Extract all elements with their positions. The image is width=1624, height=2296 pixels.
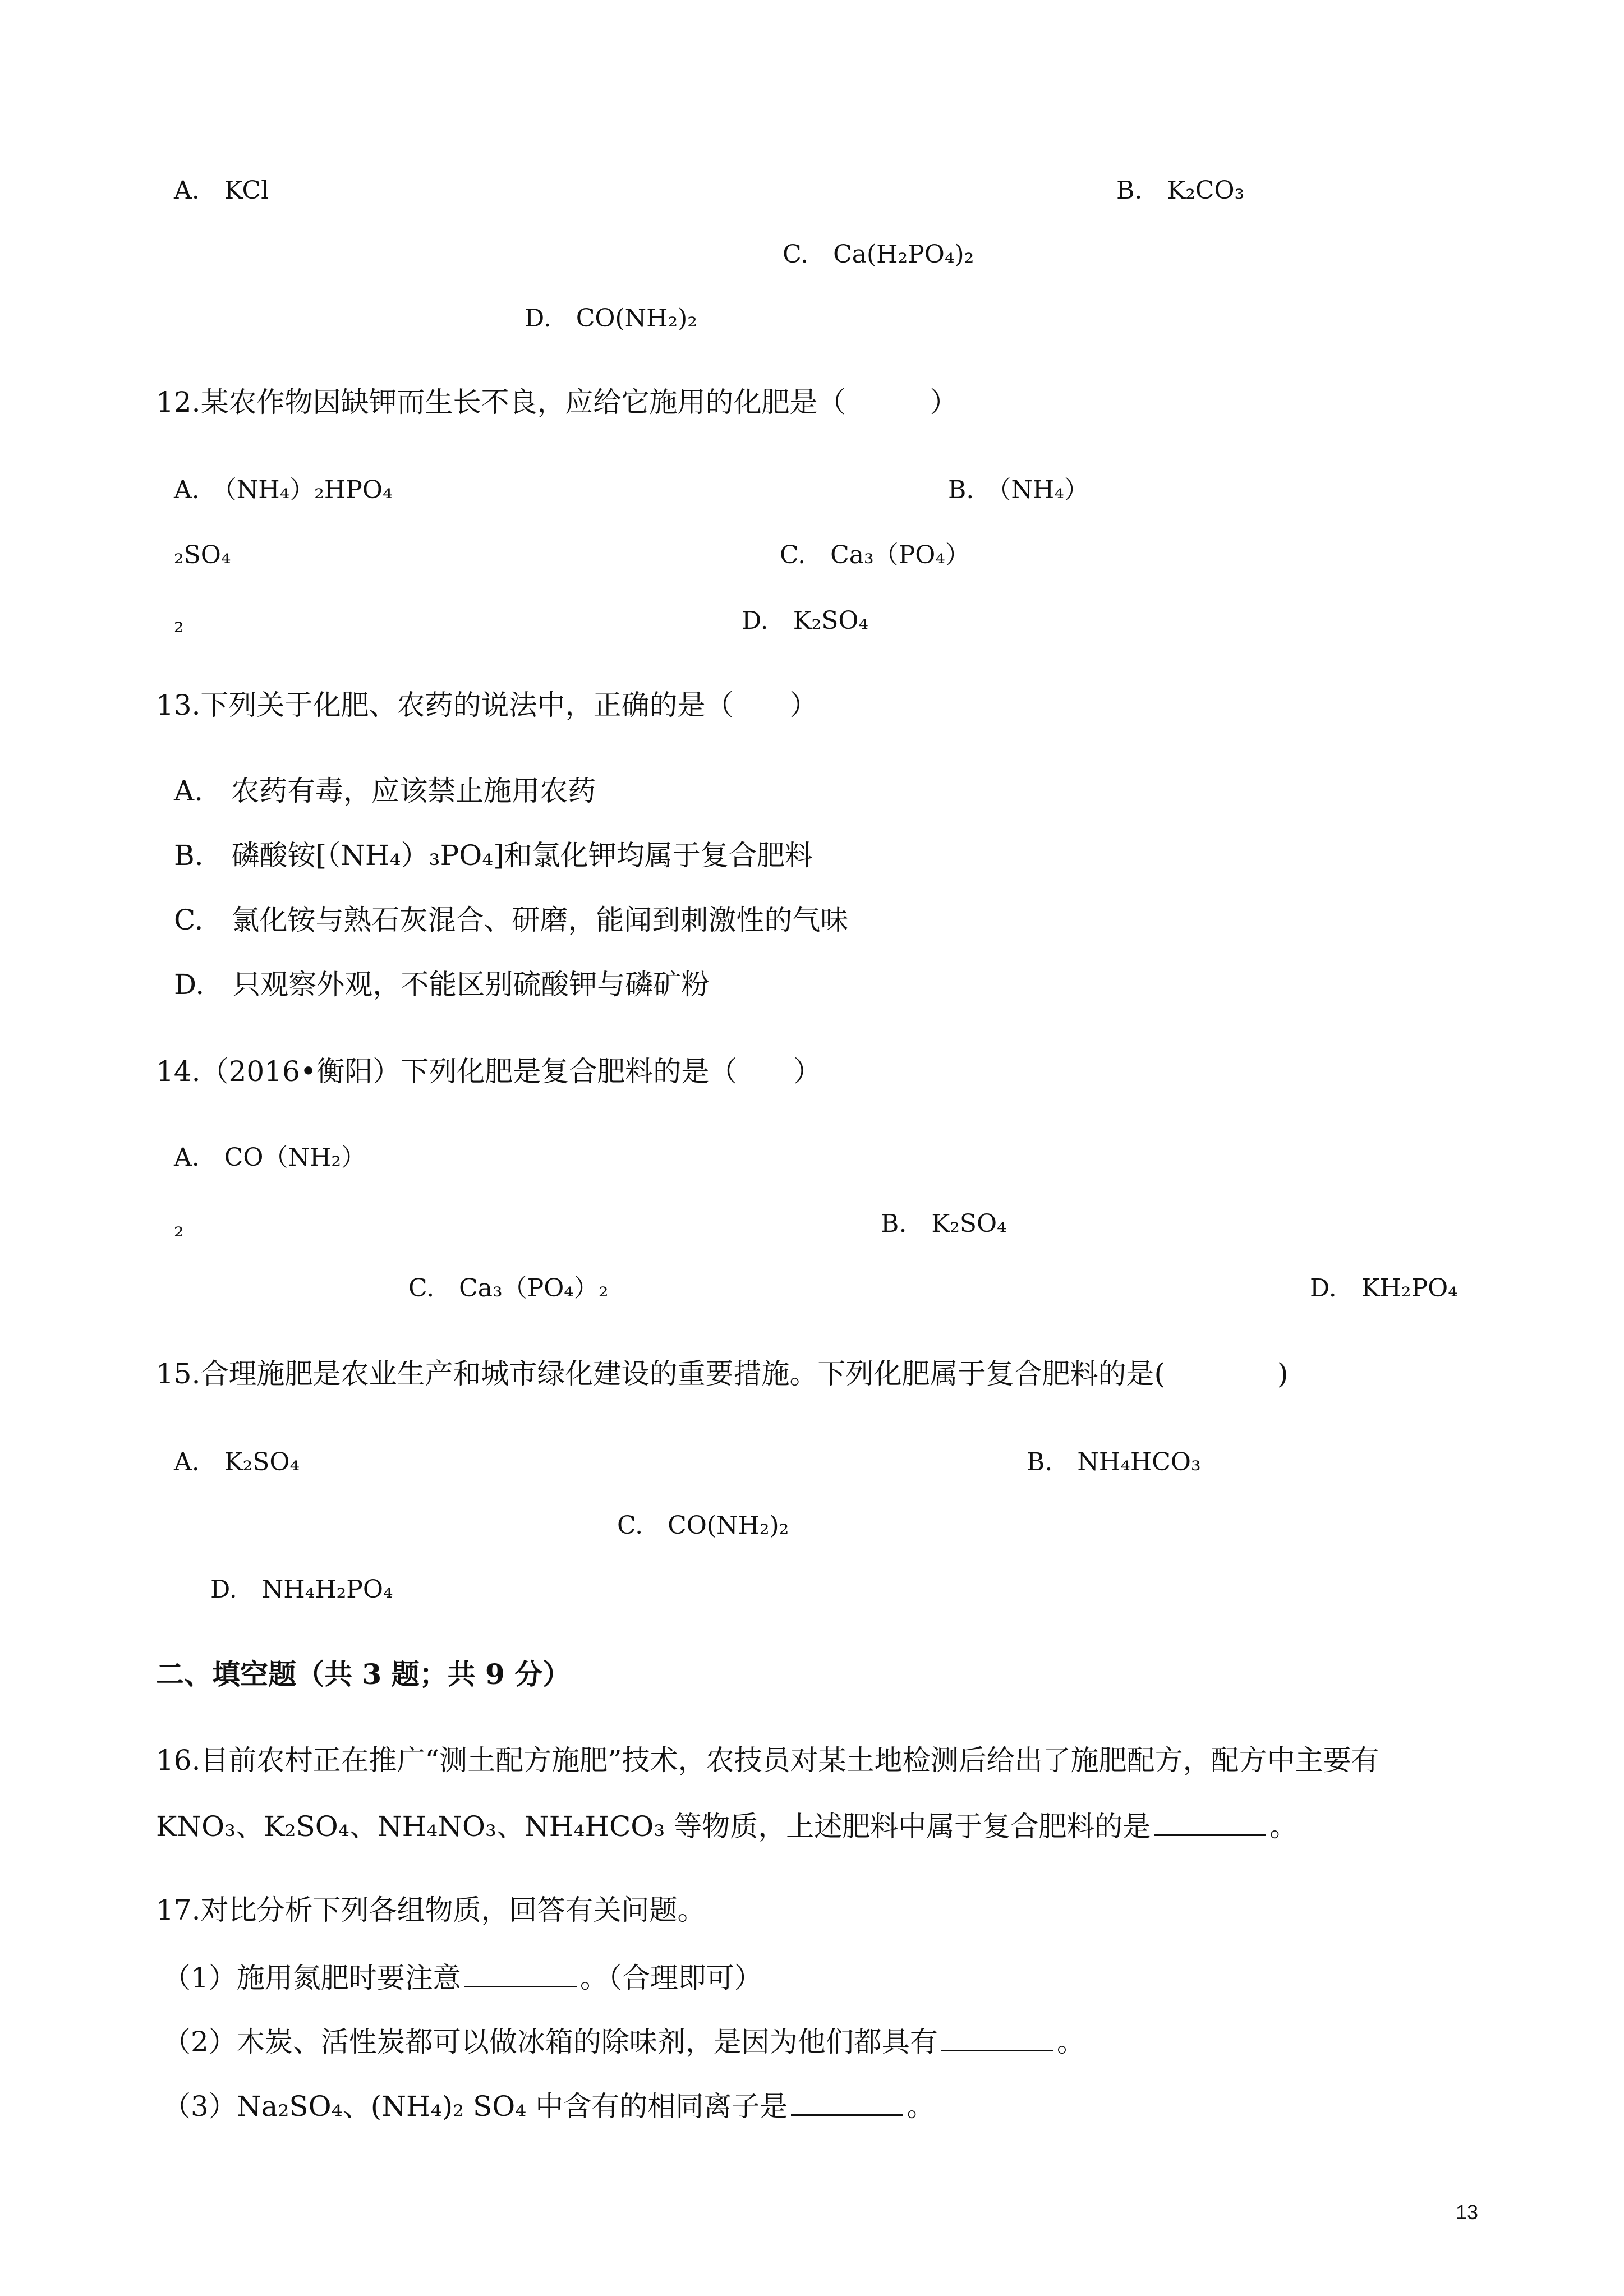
q12-option-c: C. Ca₃（PO₄）	[780, 541, 970, 569]
q12-option-c-continued: ₂	[174, 609, 184, 638]
q14-option-b: B. K₂SO₄	[881, 1209, 1007, 1238]
q16-line2	[156, 1810, 1298, 1841]
q12-option-b: B. （NH₄）	[948, 476, 1089, 504]
page-number: 13	[1456, 2201, 1479, 2224]
q12-stem: 12.某农作物因缺钾而生长不良，应给它施用的化肥是（ ）	[156, 386, 958, 418]
q13-option-d: D. 只观察外观，不能区别硫酸钾与磷矿粉	[174, 968, 710, 1001]
q17-part1-blank[interactable]	[464, 1961, 577, 1987]
q13-option-c: C. 氯化铵与熟石灰混合、研磨，能闻到刺激性的气味	[174, 904, 849, 936]
q11-option-c: C. Ca(H₂PO₄)₂	[783, 240, 974, 269]
q17-part2-end: 。	[1056, 2026, 1085, 2058]
q12-option-a: A. （NH₄）₂HPO₄	[174, 476, 393, 504]
q17-part2-text: （2）木炭、活性炭都可以做冰箱的除味剂，是因为他们都具有	[163, 2026, 938, 2058]
q11-option-a: A. KCl	[174, 176, 269, 205]
q16-answer-blank[interactable]	[1154, 1810, 1266, 1836]
q16-line2-text: KNO₃、K₂SO₄、NH₄NO₃、NH₄HCO₃ 等物质，上述肥料中属于复合肥料的是	[156, 1810, 1151, 1843]
section-title: 二、填空题（共 3 题；共 9 分）	[156, 1658, 571, 1691]
q17-part1-end: 。（合理即可）	[579, 1962, 762, 1994]
q13-stem: 13.下列关于化肥、农药的说法中，正确的是（ ）	[156, 689, 818, 721]
q16-line1: 16.目前农村正在推广“测土配方施肥”技术，农技员对某土地检测后给出了施肥配方，配方中主要有	[156, 1744, 1379, 1777]
q15-stem: 15.合理施肥是农业生产和城市绿化建设的重要措施。下列化肥属于复合肥料的是( )	[156, 1358, 1289, 1390]
q17-part1-text: （1）施用氮肥时要注意	[163, 1962, 461, 1994]
q11-option-d: D. CO(NH₂)₂	[525, 304, 697, 333]
q12-option-d: D. K₂SO₄	[742, 606, 869, 635]
q17-part3-text: （3）Na₂SO₄、(NH₄)₂ SO₄ 中含有的相同离子是	[163, 2090, 788, 2123]
q17-part1	[163, 1961, 762, 1992]
q15-option-c: C. CO(NH₂)₂	[617, 1511, 789, 1540]
q14-option-d: D. KH₂PO₄	[1310, 1274, 1458, 1303]
q14-option-a: A. CO（NH₂）	[174, 1143, 366, 1172]
q16-line2-end: 。	[1269, 1810, 1298, 1843]
q17-stem: 17.对比分析下列各组物质，回答有关问题。	[156, 1894, 706, 1926]
q15-option-b: B. NH₄HCO₃	[1027, 1448, 1201, 1476]
q17-part3	[163, 2090, 935, 2123]
q13-option-a: A. 农药有毒，应该禁止施用农药	[174, 775, 596, 807]
q12-option-b-continued: ₂SO₄	[174, 541, 231, 569]
q17-part2-blank[interactable]	[941, 2025, 1053, 2051]
q15-option-a: A. K₂SO₄	[174, 1448, 300, 1476]
q17-part2	[163, 2025, 1085, 2056]
q14-stem: 14.（2016•衡阳）下列化肥是复合肥料的是（ ）	[156, 1055, 822, 1088]
q11-option-b: B. K₂CO₃	[1116, 176, 1245, 205]
q14-option-a-continued: ₂	[174, 1214, 184, 1243]
q17-part3-blank[interactable]	[791, 2090, 903, 2116]
q13-option-b: B. 磷酸铵[（NH₄）₃PO₄]和氯化钾均属于复合肥料	[174, 839, 813, 872]
q15-option-d: D. NH₄H₂PO₄	[210, 1575, 393, 1604]
q14-option-c: C. Ca₃（PO₄）₂	[408, 1274, 609, 1303]
q17-part3-end: 。	[907, 2090, 935, 2123]
